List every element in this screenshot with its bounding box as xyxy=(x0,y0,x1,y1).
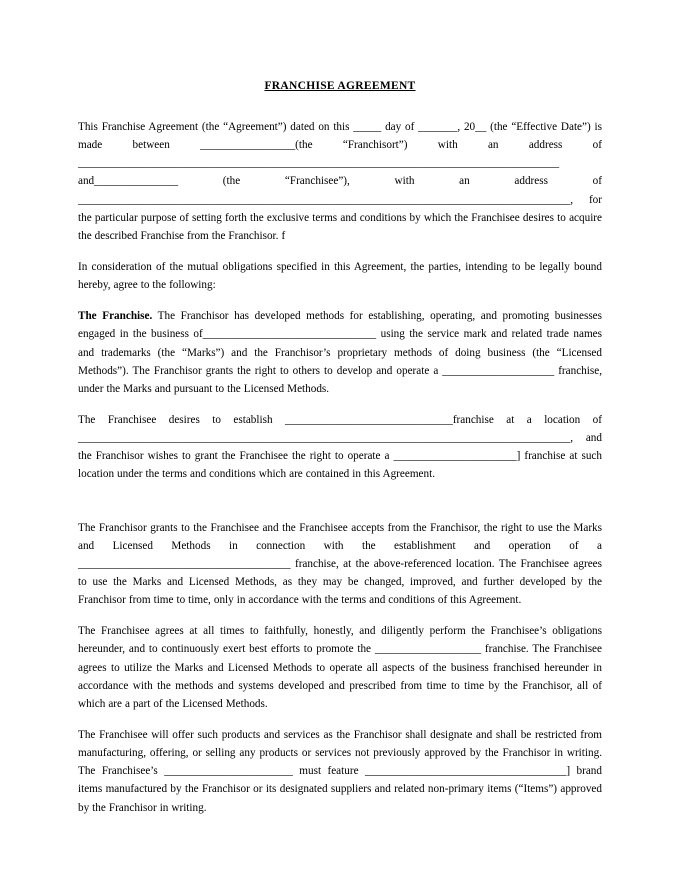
paragraph-franchise-lead: The Franchise. xyxy=(78,310,153,323)
paragraph-consideration: In consideration of the mutual obligations specified in this Agreement, the parties, intending to be legally bound hereby, agree to the following: xyxy=(78,260,602,292)
paragraph-products: The Franchisee will offer such products and services as the Franchisor shall designate and shall be restricted from manufacturing, offering, or selling any products or services not previously approved by the Franchisor in writing. The Franchisee’s _______________________ must feature ____________________________________] brand items manufactured by the Franchisor or its designated suppliers and related non-primary items (“Items”) approved by the Franchisor in writing. xyxy=(78,728,602,814)
paragraph-desires: The Franchisee desires to establish ______________________________franchise at a location of ________________________________________________________________________________________, and the Franchisor wishes to grant the Franchisee the right to operate a ______________________] franchise at such location under the terms and conditions which are contained in this Agreement. xyxy=(78,413,602,481)
paragraph-grants: The Franchisor grants to the Franchisee and the Franchisee accepts from the Franchisor, the right to use the Marks and Licensed Methods in connection with the establishment and operation of a ______________________________________ franchise, at the above-referenced location. The Franchisee agrees to use the Marks and Licensed Methods, as they may be changed, improved, and further developed by the Franchisor from time to time, only in accordance with the terms and conditions of this Agreement. xyxy=(78,521,602,607)
paragraph-diligence: The Franchisee agrees at all times to faithfully, honestly, and diligently perform the Franchisee’s obligations hereunder, and to continuously exert best efforts to promote the ___________________ franchise. The Franchisee agrees to utilize the Marks and Licensed Methods to operate all aspects of the business franchised hereunder in accordance with the methods and systems developed and prescribed from time to time by the Franchisor, all of which are a part of the Licensed Methods. xyxy=(78,625,602,710)
section-spacer xyxy=(78,497,602,519)
paragraph-franchise xyxy=(78,307,602,398)
paragraph-franchise-body: The Franchisor has developed methods for establishing, operating, and promoting businesses engaged in the business of_______________________________ using the service mark and related trade names and trademarks (the “Marks”) and the Franchisor’s proprietary methods of doing business (the “Licensed Methods”). The Franchisor grants the right to others to develop and operate a ____________________ franchise, under the Marks and pursuant to the Licensed Methods. xyxy=(78,310,602,395)
paragraph-intro: This Franchise Agreement (the “Agreement”) dated on this _____ day of _______, 20__ (the “Effective Date”) is made between _________________(the “Franchisort”) with an address of ______________________________________________________________________________________ and_______________ (the “Franchisee”), with an address of ________________________________________________________________________________________, for the particular purpose of setting forth the exclusive terms and conditions by which the Franchisee desires to acquire the described Franchise from the Franchisor. f xyxy=(78,121,602,242)
page-title: FRANCHISE AGREEMENT xyxy=(264,80,416,92)
